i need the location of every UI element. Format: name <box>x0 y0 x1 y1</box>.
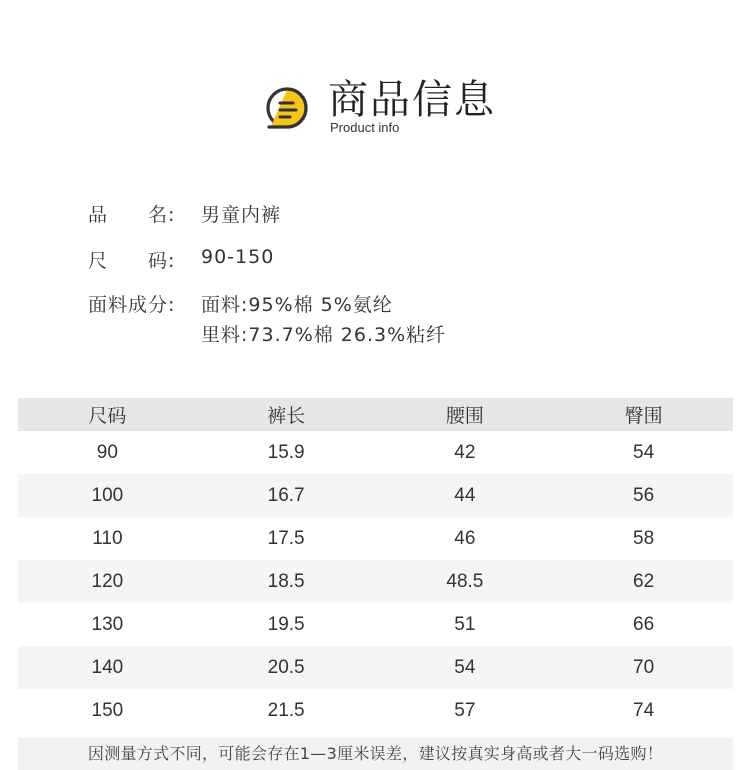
document-list-icon <box>263 84 313 132</box>
table-row <box>18 431 733 474</box>
table-cell: 54 <box>376 646 555 689</box>
table-cell: 54 <box>633 441 655 463</box>
table-row <box>18 517 733 560</box>
table-cell: 62 <box>554 560 733 603</box>
table-row <box>18 474 733 517</box>
column-header: 腰围 <box>376 398 555 431</box>
table-cell: 130 <box>91 613 124 635</box>
table-cell: 21.5 <box>267 699 305 721</box>
table-cell: 19.5 <box>267 613 305 635</box>
table-cell: 58 <box>633 527 655 549</box>
column-header: 尺码 <box>18 398 197 431</box>
table-cell: 42 <box>454 441 476 463</box>
size-table <box>18 398 733 732</box>
table-cell: 57 <box>454 699 476 721</box>
table-cell: 17.5 <box>267 527 305 549</box>
table-header-row <box>18 398 733 431</box>
measurement-note: 因测量方式不同，可能会存在1—3厘米误差，建议按真实身高或者大一码选购！ <box>18 738 733 770</box>
material-label: 面料成分: <box>88 294 176 316</box>
table-row <box>18 603 733 646</box>
table-cell: 150 <box>91 699 124 721</box>
page-title: 商品信息 <box>328 77 496 123</box>
material-lining: 里料:73.7%棉 26.3%粘纤 <box>201 324 447 346</box>
table-row <box>18 646 733 689</box>
table-cell: 48.5 <box>376 560 555 603</box>
name-value: 男童内裤 <box>201 204 282 226</box>
column-header: 裤长 <box>197 398 376 431</box>
table-cell: 140 <box>18 646 197 689</box>
table-row <box>18 560 733 603</box>
size-label: 尺 码: <box>88 250 176 272</box>
page-subtitle: Product info <box>330 120 400 135</box>
table-cell: 110 <box>92 527 123 549</box>
table-cell: 18.5 <box>197 560 376 603</box>
name-label: 品 名: <box>88 204 176 226</box>
size-value: 90-150 <box>201 246 275 268</box>
table-cell: 100 <box>18 474 197 517</box>
table-cell: 16.7 <box>197 474 376 517</box>
section-header <box>263 72 503 142</box>
table-cell: 56 <box>554 474 733 517</box>
column-header: 臀围 <box>554 398 733 431</box>
table-cell: 90 <box>96 441 118 463</box>
material-outer: 面料:95%棉 5%氨纶 <box>201 294 393 316</box>
table-cell: 46 <box>454 527 476 549</box>
table-cell: 44 <box>376 474 555 517</box>
table-row <box>18 689 733 732</box>
table-cell: 51 <box>454 613 476 635</box>
table-cell: 120 <box>18 560 197 603</box>
table-cell: 66 <box>633 613 655 635</box>
table-cell: 74 <box>633 699 655 721</box>
table-cell: 70 <box>554 646 733 689</box>
table-cell: 20.5 <box>197 646 376 689</box>
table-cell: 15.9 <box>267 441 305 463</box>
